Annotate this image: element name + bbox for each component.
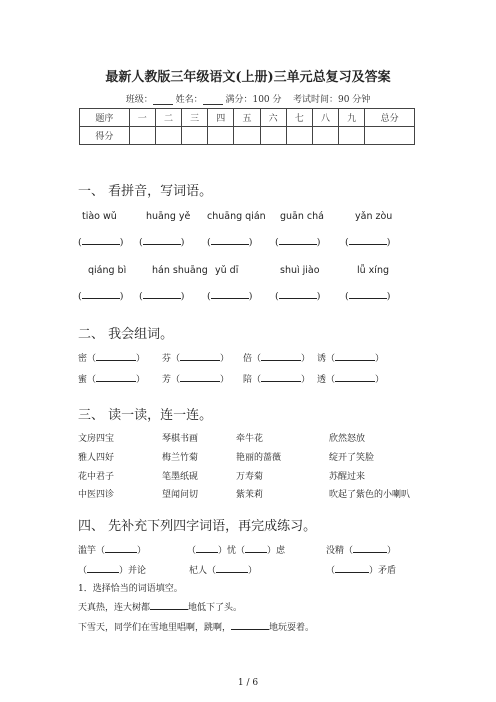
match-item[interactable]: 花中君子 [78,472,115,482]
match-item[interactable]: 紫茉莉 [236,490,264,500]
match-item[interactable]: 望闻问切 [162,490,199,500]
word-group-item[interactable]: 蜜（ ） [78,375,146,385]
score-table-header-row [80,109,415,127]
score-cell[interactable] [182,127,208,145]
full-score: 满分：100 分 [225,95,282,105]
pinyin-item: lǚ xíng [357,265,389,276]
section3-heading: 三、 读一读，连一连。 [78,408,213,423]
match-item[interactable]: 雅人四好 [78,453,115,463]
name-blank[interactable] [203,95,223,105]
name-label: 姓名： [175,95,203,105]
section2-heading: 二、 我会组词。 [78,327,174,342]
match-item[interactable]: 琴棋书画 [162,434,199,444]
word-group-item[interactable]: 诱（ ） [317,354,385,364]
pinyin-item: qiáng bì [88,265,127,276]
pinyin-item: chuāng qián [207,211,266,222]
idiom-blank-item[interactable]: 没精（ ） [326,546,397,556]
table-cell: 二 [155,109,181,127]
word-group-item[interactable]: 陪（ ） [243,375,311,385]
answer-blank[interactable]: ( ) [78,291,124,302]
match-item[interactable]: 笔墨纸砚 [162,472,199,482]
score-cell[interactable] [129,127,155,145]
score-table-score-row [80,127,415,145]
pinyin-item: huāng yě [146,211,191,222]
match-item[interactable]: 欣然怒放 [329,434,366,444]
answer-blank[interactable]: ( ) [345,291,391,302]
class-label: 班级： [125,95,153,105]
page-number: 1 / 6 [237,678,259,688]
word-group-item[interactable]: 透（ ） [317,375,385,385]
idiom-blank-item[interactable]: （ ）忧（ ）虑 [187,546,286,556]
match-item[interactable]: 牵牛花 [236,434,264,444]
section4-heading: 四、 先补充下列四字词语，再完成练习。 [78,519,317,534]
score-cell[interactable] [312,127,338,145]
table-cell: 九 [339,109,365,127]
answer-blank[interactable]: ( ) [345,237,391,248]
class-blank[interactable] [153,95,173,105]
match-item[interactable]: 绽开了笑脸 [329,453,375,463]
pinyin-item: yǎn zòu [355,211,393,222]
match-item[interactable]: 梅兰竹菊 [162,453,199,463]
word-group-item[interactable]: 倍（ ） [243,354,311,364]
fill-sentence[interactable]: 天真热，连大树都 地低下了头。 [78,603,243,613]
pinyin-item: hán shuāng [152,265,208,276]
answer-blank[interactable]: ( ) [139,291,185,302]
score-cell[interactable] [286,127,312,145]
table-cell: 八 [312,109,338,127]
section1-heading: 一、 看拼音，写词语。 [78,184,213,199]
table-cell: 一 [129,109,155,127]
answer-blank[interactable]: ( ) [275,237,321,248]
match-item[interactable]: 苏醒过来 [329,472,366,482]
score-cell[interactable] [234,127,260,145]
idiom-blank-item[interactable]: （ ）矛盾 [326,566,397,576]
question-1: 1．选择恰当的词语填空。 [78,584,183,594]
match-item[interactable]: 万寿菊 [236,472,264,482]
match-item[interactable]: 艳丽的蔷薇 [236,453,282,463]
score-cell[interactable] [339,127,365,145]
table-cell: 四 [208,109,234,127]
score-cell[interactable] [260,127,286,145]
match-item[interactable]: 吹起了紫色的小喇叭 [329,490,411,500]
idiom-blank-item[interactable]: （ ）并论 [78,566,147,576]
answer-blank[interactable]: ( ) [207,237,253,248]
answer-blank[interactable]: ( ) [207,291,253,302]
idiom-blank-item[interactable]: 杞人（ ） [189,566,258,576]
table-cell: 七 [286,109,312,127]
match-item[interactable]: 文房四宝 [78,434,115,444]
match-item[interactable]: 中医四诊 [78,490,115,500]
pinyin-item: shuì jiào [280,265,320,276]
document-title: 最新人教版三年级语文(上册)三单元总复习及答案 [105,70,391,85]
pinyin-item: yǔ dī [215,265,239,276]
table-cell: 三 [182,109,208,127]
word-group-item[interactable]: 芳（ ） [162,375,230,385]
answer-blank[interactable]: ( ) [139,237,185,248]
table-cell: 总分 [365,109,415,127]
exam-info-line [0,92,496,105]
answer-blank[interactable]: ( ) [275,291,321,302]
fill-sentence[interactable]: 下雪天，同学们在雪地里唱啊，跳啊， 地玩耍着。 [78,623,315,633]
table-cell: 六 [260,109,286,127]
score-cell[interactable] [155,127,181,145]
answer-blank[interactable]: ( ) [78,237,124,248]
exam-time: 考试时间：90 分钟 [292,95,371,105]
table-cell: 题序 [80,109,130,127]
score-cell[interactable] [365,127,415,145]
table-cell: 得分 [80,127,130,145]
score-table [79,108,415,145]
score-cell[interactable] [208,127,234,145]
word-group-item[interactable]: 芬（ ） [162,354,230,364]
table-cell: 五 [234,109,260,127]
pinyin-item: tiào wǔ [82,211,117,222]
pinyin-item: guān chá [280,211,324,222]
word-group-item[interactable]: 密（ ） [78,354,146,364]
idiom-blank-item[interactable]: 滥竽（ ） [78,546,147,556]
